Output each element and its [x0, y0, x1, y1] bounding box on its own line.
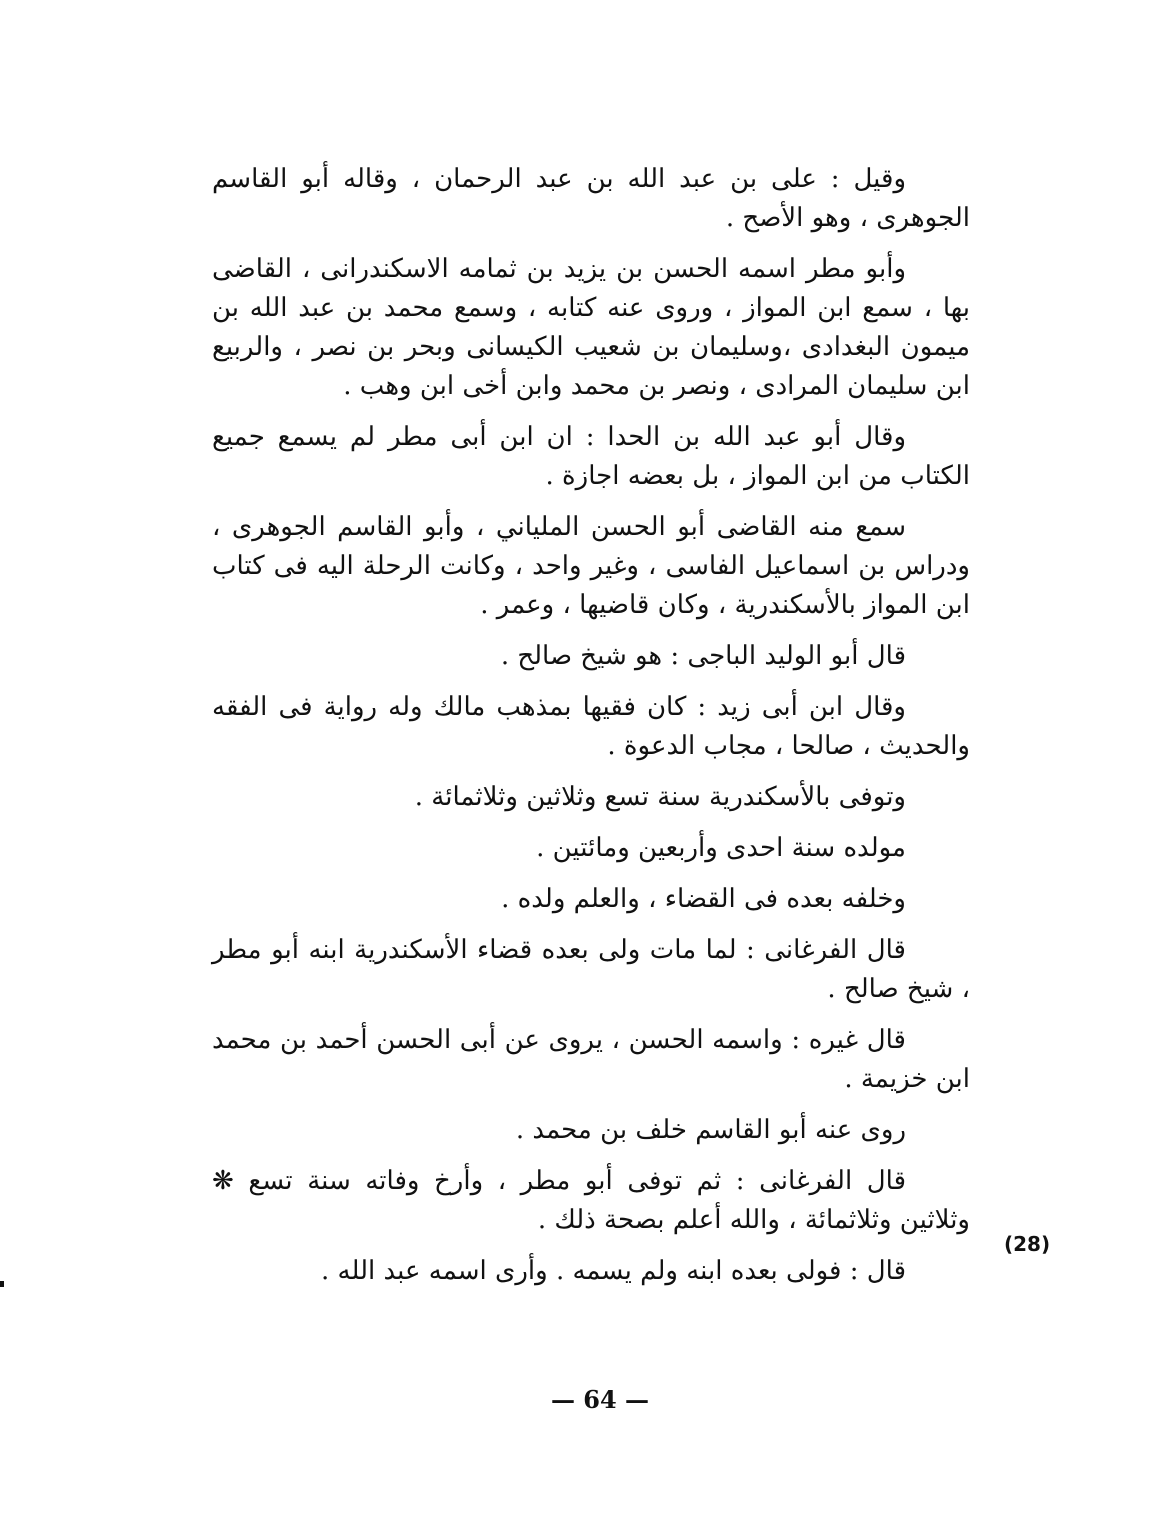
- page-number: — 64 —: [550, 1385, 650, 1414]
- paragraph-10: قال الفرغانى : لما مات ولى بعده قضاء الأسكندرية ابنه أبو مطر ، شيخ صالح .: [212, 935, 970, 1004]
- paragraph-5: قال أبو الوليد الباجى : هو شيخ صالح .: [500, 641, 906, 671]
- paragraph-1: وقيل : على بن عبد الله بن عبد الرحمان ، وقاله أبو القاسم الجوهرى ، وهو الأصح .: [212, 164, 970, 233]
- edge-mark: [0, 1281, 4, 1287]
- margin-note: (28): [1004, 1232, 1051, 1256]
- paragraph-2: وأبو مطر اسمه الحسن بن يزيد بن ثمامه الاسكندرانى ، القاضى بها ، سمع ابن المواز ، وروى عنه كتابه ، وسمع محمد بن عبد الله بن ميمون البغدادى ،وسليمان بن شعيب الكيسانى وبحر بن نصر ، والربيع ابن سليمان المرادى ، ونصر بن محمد وابن أخى ابن وهب .: [212, 254, 970, 401]
- paragraph-12: روى عنه أبو القاسم خلف بن محمد .: [515, 1115, 906, 1145]
- paragraph-3: وقال أبو عبد الله بن الحدا : ان ابن أبى مطر لم يسمع جميع الكتاب من ابن المواز ، بل بعضه اجازة .: [212, 422, 970, 491]
- paragraph-8: مولده سنة احدى وأربعين ومائتين .: [536, 833, 906, 863]
- body-text: [212, 160, 970, 1303]
- paragraph-7: وتوفى بالأسكندرية سنة تسع وثلاثين وثلاثمائة .: [414, 782, 906, 812]
- paragraph-4: سمع منه القاضى أبو الحسن الملياني ، وأبو القاسم الجوهرى ، ودراس بن اسماعيل الفاسى ، وغير واحد ، وكانت الرحلة اليه فى كتاب ابن المواز بالأسكندرية ، وكان قاضيها ، وعمر .: [212, 512, 970, 620]
- paragraph-11: قال غيره : واسمه الحسن ، يروى عن أبى الحسن أحمد بن محمد ابن خزيمة .: [212, 1025, 970, 1094]
- paragraph-6: وقال ابن أبى زيد : كان فقيها بمذهب مالك وله رواية فى الفقه والحديث ، صالحا ، مجاب الدعوة .: [212, 692, 970, 761]
- paragraph-14: قال : فولى بعده ابنه ولم يسمه . وأرى اسمه عبد الله .: [321, 1256, 906, 1286]
- paragraph-9: وخلفه بعده فى القضاء ، والعلم ولده .: [501, 884, 906, 914]
- paragraph-13: قال الفرغانى : ثم توفى أبو مطر ، وأرخ وفاته سنة تسع ❋ وثلاثين وثلاثمائة ، والله أعلم بصحة ذلك .: [212, 1166, 970, 1235]
